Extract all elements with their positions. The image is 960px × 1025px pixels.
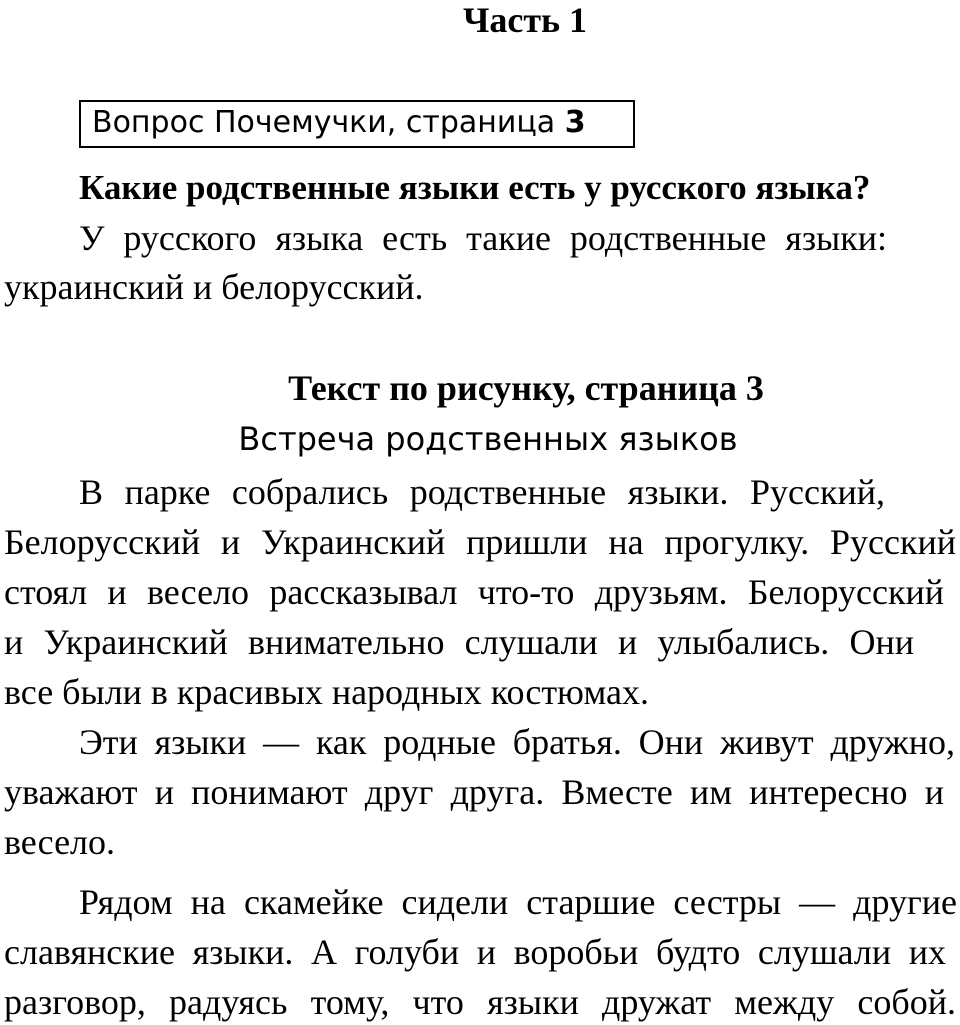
question-heading: Какие родственные языки есть у русского языка? [79,168,871,207]
story-line-9: Рядом на скамейке сидели старшие сестры — другие [79,882,957,922]
part-title: Часть 1 [462,0,588,40]
story-line-3: стоял и весело рассказывал что-то друзьям. Белорусский [4,572,944,612]
story-line-5: все были в красивых народных костюмах. [4,672,649,712]
question-source-page: 3 [564,105,586,140]
story-title: Встреча родственных языков [238,420,738,458]
story-line-10: славянские языки. А голуби и воробьи будто слушали их [4,932,946,972]
text-heading: Текст по рисунку, страница 3 [288,368,764,408]
answer-line-1: У русского языка есть такие родственные языки: [79,218,887,258]
story-line-2: Белорусский и Украинский пришли на прогулку. Русский [4,522,956,562]
question-source-text: Вопрос Почемучки, страница [92,105,556,140]
story-line-8: весело. [4,822,116,862]
answer-line-2: украинский и белорусский. [4,267,424,307]
story-line-11: разговор, радуясь тому, что языки дружат между собой. [4,982,956,1022]
story-line-7: уважают и понимают друг друга. Вместе им интересно и [4,772,944,812]
story-line-1: В парке собрались родственные языки. Русский, [79,472,885,512]
story-line-4: и Украинский внимательно слушали и улыбались. Они [4,622,914,662]
story-line-6: Эти языки — как родные братья. Они живут дружно, [79,722,955,762]
question-source-box [79,100,635,148]
question-source-label [92,105,586,140]
